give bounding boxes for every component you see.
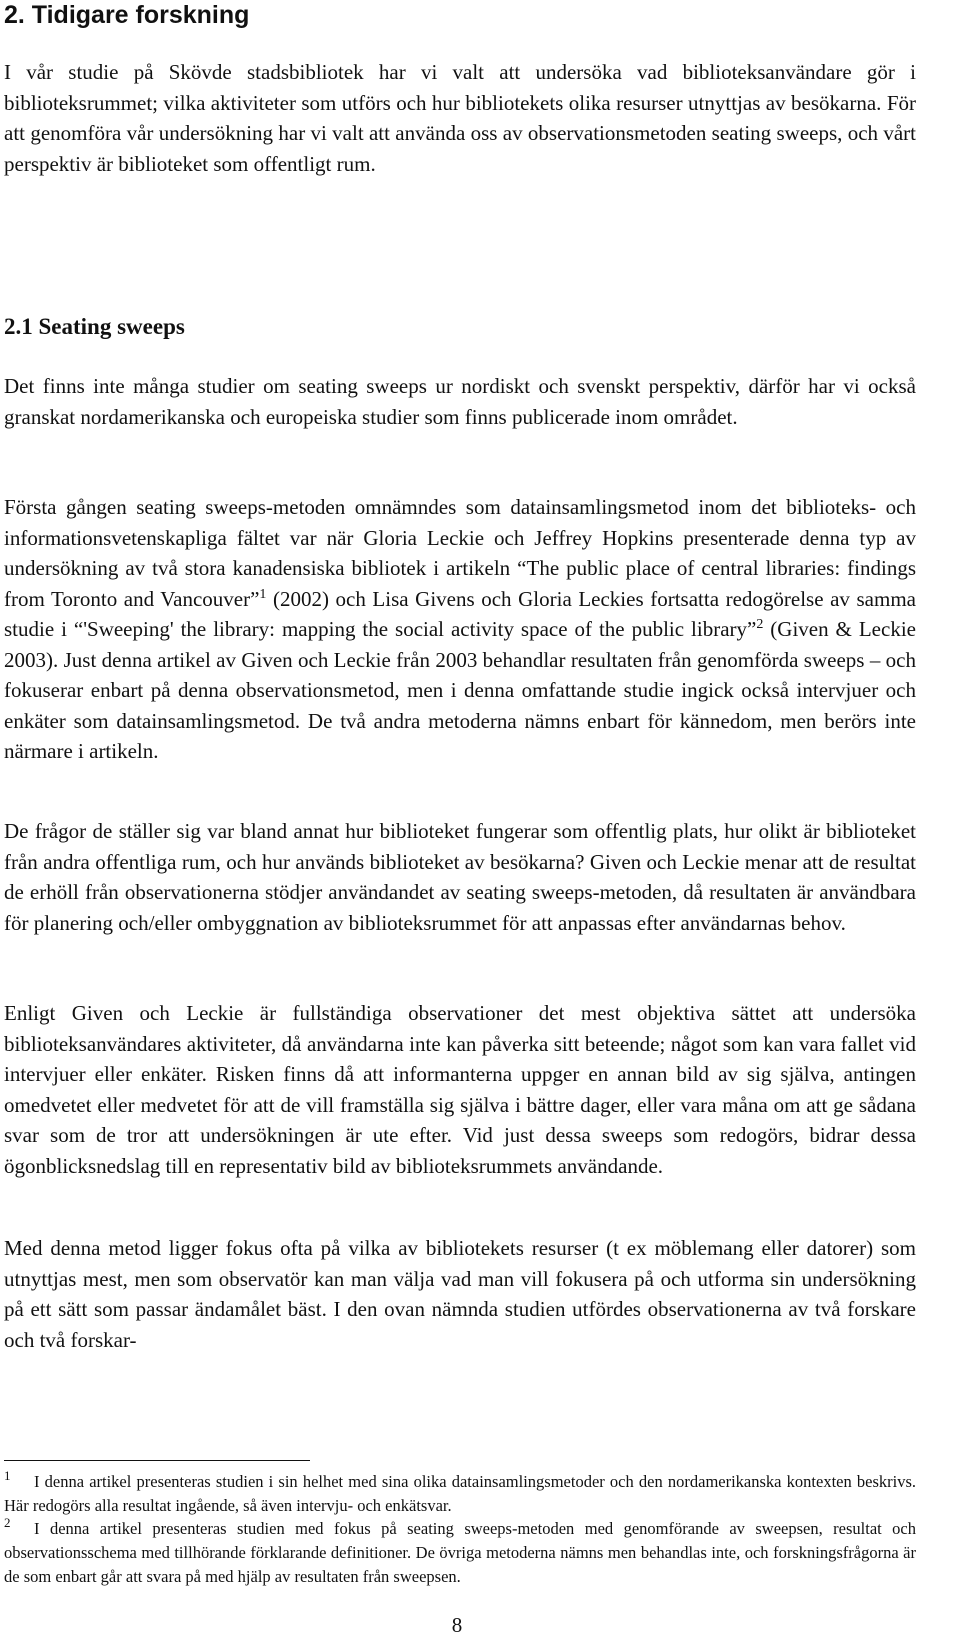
footnote-2: [4, 1517, 916, 1589]
paragraph-2-part-a: Första gången seating sweeps-metoden omnämndes som datainsamlingsmetod inom det biblioteks- och informationsvetenskapliga fältet var när Gloria Leckie och Jeffrey Hopkins presenterade denna typ av undersökning av två stora kanadensiska bibliotek i artikeln “The public place of central libraries: findings from Toronto and Vancouver”: [4, 495, 916, 611]
intro-paragraph: I vår studie på Skövde stadsbibliotek har vi valt att undersöka vad biblioteksanvändare gör i biblioteksrummet; vilka aktiviteter som utförs och hur bibliotekets olika resurser utnyttjas av besökarna. För att genomföra vår undersökning har vi valt att använda oss av observationsmetoden seating sweeps, och vårt perspektiv är biblioteket som offentligt rum.: [4, 60, 916, 176]
paragraph-1: Det finns inte många studier om seating sweeps ur nordiskt och svenskt perspektiv, därför har vi också granskat nordamerikanska och europeiska studier som finns publicerade inom området.: [4, 374, 916, 429]
page-number: 8: [451, 1613, 463, 1637]
chapter-heading: 2. Tidigare forskning: [4, 1, 250, 29]
footnote-ref-2[interactable]: 2: [756, 617, 764, 632]
paragraph-2-part-b: (2002) och Lisa Givens och Gloria Leckies fortsatta redogörelse av samma studie i “'Sweeping' the library: mapping the social activity space of the public library”: [4, 586, 916, 641]
footnote-ref-1[interactable]: 1: [259, 586, 267, 602]
paragraph-5: Med denna metod ligger fokus ofta på vilka av bibliotekets resurser (t ex möblemang eller datorer) som utnyttjas mest, men som observatör kan man välja vad man vill fokusera på och utforma sin undersökning på ett sätt som passar ändamålet bäst. I den ovan nämnda studien utfördes observationerna av två forskare och två forskar-: [4, 1236, 916, 1352]
footnote-1: [4, 1470, 916, 1518]
paragraph-2: [4, 492, 916, 767]
footnote-2-text: I denna artikel presenteras studien med fokus på seating sweeps-metoden med genomförande av sweepsen, resultat och observationsschema med tillhörande förklarande definitioner. De övriga metoderna nämns men behandlas inte, och forskningsfrågorna är de som enbart går att svara på med hjälp av resultaten från sweepsen.: [4, 1519, 916, 1586]
footnote-1-text: I denna artikel presenteras studien i sin helhet med sina olika datainsamlingsmetoder och den nordamerikanska kontexten beskrivs. Här redogörs alla resultat ingående, så även intervju- och enkätsvar.: [4, 1472, 916, 1515]
footnote-1-number: 1: [4, 1468, 11, 1483]
paragraph-4: Enligt Given och Leckie är fullständiga observationer det mest objektiva sättet att undersöka biblioteksanvändares aktiviteter, då användarna inte kan påverka sitt beteende; något som kan vara fallet vid intervjuer eller enkäter. Risken finns då att informanterna uppger en annan bild av sig själva, antingen omedvetet eller medvetet för att de vill framställa sig själva i bättre dager, eller vara måna om att ge sådana svar som de tror att undersökningen är ute efter. Vid just dessa sweeps som redogörs, bidrar dessa ögonblicksnedslag till en representativ bild av biblioteksrummets användande.: [4, 1001, 916, 1178]
footnote-2-number: 2: [4, 1515, 11, 1530]
section-heading: 2.1 Seating sweeps: [4, 314, 185, 339]
footnote-separator: [4, 1460, 310, 1461]
paragraph-3: De frågor de ställer sig var bland annat hur biblioteket fungerar som offentlig plats, hur olikt är biblioteket från andra offentliga rum, och hur används biblioteket av besökarna? Given och Leckie menar att de resultat de erhöll från observationerna stödjer användandet av seating sweeps-metoden, då resultaten är användbara för planering och/eller ombyggnation av biblioteksrummet för att anpassas efter användarnas behov.: [4, 819, 916, 935]
paragraph-2-part-c: (Given & Leckie 2003). Just denna artikel av Given och Leckie från 2003 behandlar resultaten från genomförda sweeps – och fokuserar enbart på denna observationsmetod, men i denna omfattande studie ingick också intervjuer och enkäter som datainsamlingsmetod. De två andra metoderna nämns enbart för kännedom, men berörs inte närmare i artikeln.: [4, 617, 916, 763]
